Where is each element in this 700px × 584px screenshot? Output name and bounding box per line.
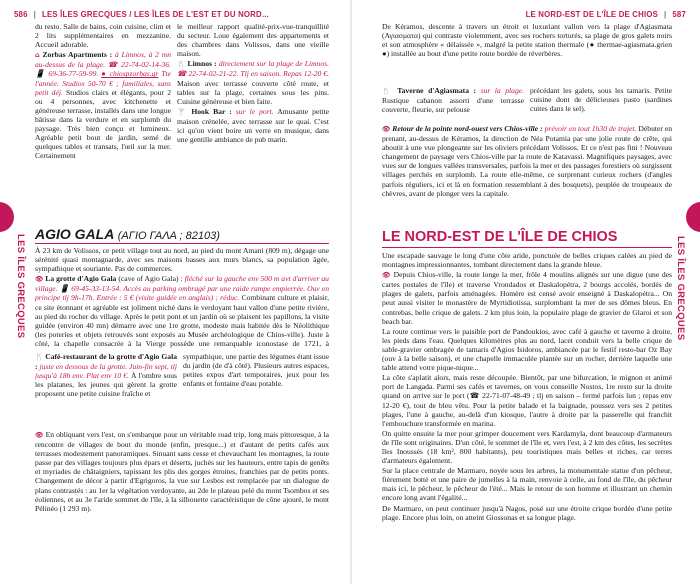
road-trip-block — [35, 430, 329, 580]
right-page — [352, 0, 700, 584]
left-col1-top — [35, 22, 171, 212]
retour-time: prévoir en tout 1h30 de trajet. — [544, 124, 637, 133]
left-page-number: 586 — [14, 10, 28, 19]
agiasmata-location: sur la plage. — [480, 86, 524, 95]
limnos-name: Limnos : — [187, 59, 217, 69]
agiasmata-intro — [382, 22, 672, 85]
left-running-head: 586 | LES ÎLES GRECQUES / LES ÎLES DE L'EST ET DU NORD... — [14, 10, 269, 19]
zorbas-entry — [35, 50, 171, 160]
zorbas-price: Studios 50-70 € ; familiales, sans petit déj. — [35, 78, 171, 97]
grotte-phone: 📱 69-45-33-13-54. — [59, 284, 122, 294]
grotte-directions: fléché sur la gauche env 500 m avt d'arriver au village. — [35, 274, 329, 294]
zorbas-phone: ☎ 22-74-02-14-36. 📱 69-36-77-59-99. — [35, 60, 171, 79]
left-side-label: LES ÎLES GRECQUES — [15, 234, 26, 339]
hook-description: Amusante petite maison crénelée, avec terrasse sur le quai. C'est ici qu'on vient boire un verre en musique, dans une gentille ambiance de pub marin. — [177, 106, 329, 145]
right-running-title: LE NORD-EST DE L'ÎLE DE CHIOS — [525, 10, 658, 19]
sight-icon: 👁 — [382, 271, 391, 280]
paragraph: La côte s'aplatit alors, mais reste découpée. Bientôt, par une bifurcation, le mignon et animé port de Langada. Parmi ses cafés et tavernes, on vous conseille Nostos, 1re resto sur la droite quand on arrive sur le port (☎ 22-71-07-48-49 ; tlj en saison – fermé parfois lun ; repas env 12-20 €), tout de bleu vêtu. Pour la petite balade et la baignade, poussez vers ses 2 petites plages, l'une à gauche, au-delà d'un kiosque, l'autre à droite par la passerelle qui franchit l'embouchure transformée en marina. — [382, 373, 672, 428]
road-trip-entry — [35, 430, 329, 513]
north-east-body — [382, 251, 672, 581]
agiasmata-col1 — [382, 86, 524, 122]
sight-icon: 👁 — [35, 431, 44, 439]
bar-icon: 🍸 — [177, 107, 188, 116]
retour-text: Débuter en prenant, au-dessus de Kéramos, la direction de Néa Potamia par une jolie route de crête, qui aboutit à une vue plongeante sur les oliviers précédant Volissos. Et ce n'est pas fini ! Nouveau changement de paysage vers Chios-ville par la route de Katavassi. Magnifiques paysages, avec vues sur de longues vallées transversales, parfois la mer et des passages forestiers où surgissent villages perchés en surplomb. La route elle-même, ce surprenant curieux rochers (d'angles parfois réguliers, ici et là en formation ressemblant à des bosquets), peuplée de troupeaux de chèvres, avant de plonger vers la capitale. — [382, 124, 672, 198]
agio-gala-subtitle: (ΑΓΙΟ ΓΑΛΑ ; 82103) — [117, 230, 220, 242]
grotte-entry — [35, 274, 329, 350]
restaurant-icon: 🍴 — [35, 353, 44, 361]
agio-gala-name: AGIO GALA — [35, 226, 114, 242]
restaurant-icon: 🍴 — [382, 87, 393, 95]
agiasmata-col2 — [530, 86, 672, 122]
paragraph: le meilleur rapport qualité-prix-vue-tranquillité du secteur. Loue également des appartements et des chambres dans Volissos, dans une vieille maison. — [177, 22, 329, 59]
agiasmata-name: Taverne d'Agiasmata : — [397, 86, 477, 95]
right-running-head: LE NORD-EST DE L'ÎLE DE CHIOS | 587 — [525, 10, 686, 19]
zorbas-open: Tte l'année. — [35, 69, 171, 88]
cafe-description: À l'ombre sous les platanes, les jeunes qui gèrent la grotte proposent une petite cuisine fraîche et — [35, 371, 177, 399]
agiasmata-description-continued: précédant les galets, sous les tamaris. Petite cuisine dont de délicieuses pasto (sardines cuites dans le sel). — [530, 86, 672, 114]
north-east-route — [382, 270, 672, 326]
agio-gala-intro: À 23 km de Volissos, ce petit village tout au nord, au pied du mont Amani (809 m), dégage une sérénité quasi montagnarde, avec ses maisons basses aux murs blancs, sa population âgée, sympathique et souriante. Pas de commerces. — [35, 246, 329, 274]
section-divider — [382, 247, 672, 248]
cafe-entry-col1 — [35, 352, 177, 425]
right-side-label: LES ÎLES GRECQUES — [675, 236, 686, 341]
paragraph: Sur la place centrale de Marmaro, noyée sous les arbres, la monumentale statue d'un pêcheur, fièrement botté et une paire de jumelles à la main, renvoie à celle, au fond de l'île, du pêcheur mais ici, le pêcheur, le pêcheur de l'été... Mais le retour de son homme et illustrant un chemin encore long avant l'égalité... — [382, 466, 672, 503]
right-side-tab — [686, 202, 700, 232]
right-page-number: 587 — [672, 10, 686, 19]
limnos-phone: ☎ 22-74-02-21-22. — [177, 69, 239, 79]
retour-title: Retour de la pointe nord-ouest vers Chios-ville : — [392, 124, 543, 133]
zorbas-name: Zorbas Apartments : — [42, 50, 113, 60]
limnos-location: directement sur la plage de Limnos. — [218, 59, 329, 69]
hook-name: Hook Bar : — [191, 106, 232, 116]
restaurant-icon: 🍴 — [177, 60, 186, 69]
grotte-name: La grotte d'Agio Gala — [45, 274, 117, 284]
north-east-intro: Une escapade sauvage le long d'une côte aride, ponctuée de belles criques calées au pied de montagnes impressionnantes, tombant directement dans la grande bleue. — [382, 251, 672, 270]
zorbas-description: Studios clairs et élégants, pour 2 ou 4 personnes, avec kitchenette et généreuse terrasse, installés dans une longue bâtisse dans la verdure et en surplomb du paysage. Très bien conçu et lumineux. Agréable petit bout de jardin, semé de quelques tables et transats, l'œil sur la mer. Certainement — [35, 87, 171, 161]
agio-gala-main — [35, 246, 329, 350]
section-divider — [35, 243, 329, 244]
sight-icon: 👁 — [35, 275, 44, 284]
limnos-open: Tlj en saison. Repas 12-20 €. — [240, 69, 329, 79]
left-side-tab — [0, 202, 14, 232]
north-east-route-text: Depuis Chios-ville, la route longe la mer, frôle 4 moulins alignés sur une digue (une des cartes postales de l'île) et traverse Vrondados et Daskalopétra, 2 bourgs accolés, bordés de plages de galets, parfois aménagées. Homère est censé avoir enseigné à Daskalopétra... On peut aussi visiter le monastère de Myrtidiotissa, surplombant la mer de ses dômes bleus. En contrebas, belle crique de galets. 2 km plus loin, la populaire plage de gravier de Glaroi et son beach bar. — [382, 270, 672, 326]
limnos-entry — [177, 59, 329, 105]
cafe-entry-col2 — [183, 352, 329, 425]
zorbas-location: à Limnos, à 2 mn au-dessus de la plage. — [35, 50, 171, 70]
grotte-subname: (cave of Agio Gala) : — [118, 274, 183, 284]
road-trip-text: En obliquant vers l'est, on s'embarque pour un véritable road trip, long mais pittoresque, à la rencontre de villages de bout du monde (enfin, presque...) et d'autant de petits cafés aux terrasses modestement panoramiques. Sinuant sans cesse et chevauchant les montagnes, la route passe par des villages toujours plus épars et déserts, juchés sur les hauteurs, entre tapis de genêts et myriades de châtaigniers, tapissant les plis des gorges étroites, franchies par de petits ponts. Changement de décor à partir d'Egrigoros, la vue sur Lesbos est remplacée par un dialogue de plans contrastés : au 1er la végétation verdoyante, au 2de le plateau pelé du mont Tsombos et ses éoliennes, et au 3e l'aride sommet de l'île, à la silhouette caractéristique de cône ajouré, le mont Pélinéo (1 293 m). — [35, 430, 329, 513]
hook-location: sur le port. — [235, 106, 274, 116]
retour-block — [382, 124, 672, 224]
grotte-description: Combinant culture et plaisir, ce site étonnant et agréable est joliment niché dans le verdoyant haut vallon d'une petite rivière, au pied du rocher du village. Après le petit pont et un jardin où se plaisent les papillons, la visite guidée (environ 40 mn) démarre avec une 1re grotte, modeste mais habitée dès le Néolithique (les poteries et objets retrouvés sont exposés au Musée archéologique de Chios-ville). Juste à côté, la chapelle consacrée à la Vierge possède une remarquable iconostase de 1721, à — [35, 293, 329, 348]
agio-gala-title — [35, 226, 220, 244]
hook-entry — [177, 107, 329, 144]
left-running-title: LES ÎLES GRECQUES / LES ÎLES DE L'EST ET DU NORD... — [42, 10, 269, 19]
paragraph: De Kéramos, descente à travers un étroit et luxuriant vallon vers la plage d'Agiasmata (Αγιασματα) qui contraste violemment, avec ses rochers torturés, sa plage de gros galets noirs et son atmosphère « délaissée », malgré la petite station thermale (● thermae-agiasmata.grien ●) installée au bout d'une petite route bordée de réverbères. — [382, 22, 672, 59]
cafe-location: juste en dessous de la grotte. — [39, 362, 128, 372]
lodging-icon: ⌂ — [35, 51, 40, 60]
limnos-description: Maison avec terrasse couverte côté route, et tables sur la plage, certaines sous les pins. Cuisine généreuse et bien faite. — [177, 78, 329, 106]
grotte-access: Accès au parking ombragé par une raide rampe empierrée. Ouv en principe tlj 9h-17h. Entrée : 5 € (visite guidée en anglais) ; réduc. — [35, 284, 329, 303]
left-col2-top — [177, 22, 329, 212]
zorbas-website-link[interactable]: ● chiospzorbas.gr — [101, 69, 159, 79]
paragraph: De Marmaro, on peut continuer jusqu'à Nagos, posé sur une étroite crique bordée d'une petite plage. Encore plus loin, on atteint Giossonas et sa longue plage. — [382, 503, 672, 522]
cafe-name: Café-restaurant de la grotte d'Agio Gala : — [35, 352, 177, 372]
cafe-description-continued: sympathique, une partie des légumes étant issue du jardin (de d'à côté). Plusieurs autres espaces, petites expos d'art temporaires, jeux pour les enfants et fontaine d'eau potable. — [183, 352, 329, 389]
cafe-entry — [35, 352, 177, 398]
retour-entry — [382, 124, 672, 198]
agiasmata-description: Rustique cabanon assorti d'une terrasse couverte, fleurie, sur pelouse — [382, 96, 524, 115]
sight-icon: 👁 — [382, 125, 391, 133]
paragraph: du resto. Salle de bains, coin cuisine, clim et 2 lits supplémentaires en mezzanine. Accueil adorable. — [35, 22, 171, 50]
agiasmata-entry — [382, 86, 524, 114]
north-east-heading: LE NORD-EST DE L'ÎLE DE CHIOS — [382, 229, 618, 245]
paragraph: On quitte ensuite la mer pour grimper doucement vers Kardamyla, dont beaucoup d'armateurs de l'île sont originaires. D'un côté, le sommet de l'île et, vers l'est, à 2 km des côtes, les secrètes îles Inoussés (18 km², 800 habitants), peu touristiques mais belles et riches, car terres d'armateurs également. — [382, 428, 672, 466]
paragraph: La route continue vers le paisible port de Pandoukios, avec café à gauche et taverne à droite, les pieds dans l'eau. Quelques kilomètres plus au nord, lacet conduit vers la belle crique de sable-gravier ombragée de tamaris d'Agios Isidoros, ambiancée par le festif resto-bar Oz Bay (ouv à la belle saison), et une chapelle immaculée plantée sur un rocher, derrière laquelle une table attend votre pique-nique... — [382, 326, 672, 373]
cafe-open: Juin-fin sept, tlj jusqu'à 18h env. Plat env 10 €. — [35, 362, 177, 381]
